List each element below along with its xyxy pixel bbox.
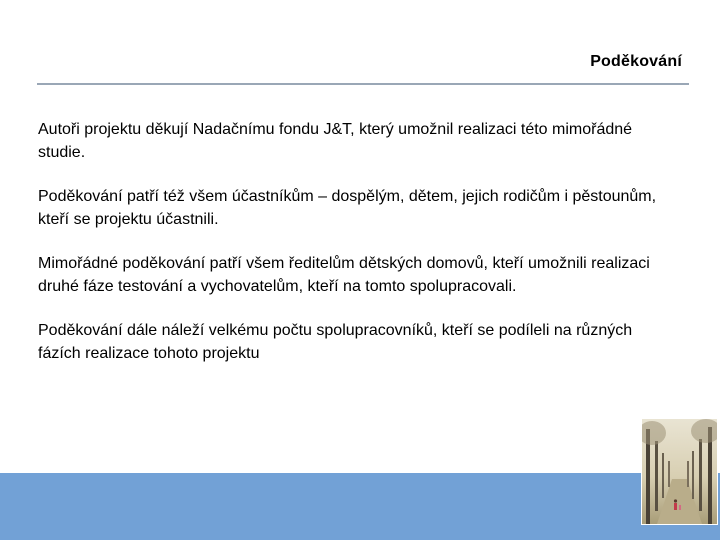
paragraph-collaborators: Poděkování dále náleží velkému počtu spolupracovníků, kteří se podíleli na různých fázích realizace tohoto projektu [38,322,633,362]
paragraph-funding: Autoři projektu děkují Nadačnímu fondu J&T, který umožnil realizaci této mimořádné studie. [38,121,633,161]
slide-body [38,118,678,386]
tree-alley-photo [641,418,718,525]
footer-band [0,473,720,540]
slide-title: Poděkování [590,53,682,70]
paragraph-directors: Mimořádné poděkování patří všem ředitelům dětských domovů, kteří umožnili realizaci druhé fáze testování a vychovatelům, kteří na tomto spolupracovali. [38,255,650,295]
paragraph-participants: Poděkování patří též všem účastníkům – dospělým, dětem, jejich rodičům i pěstounům, kteří se projektu účastnili. [38,188,657,228]
title-divider [37,83,689,85]
tree-alley-icon [642,419,717,524]
